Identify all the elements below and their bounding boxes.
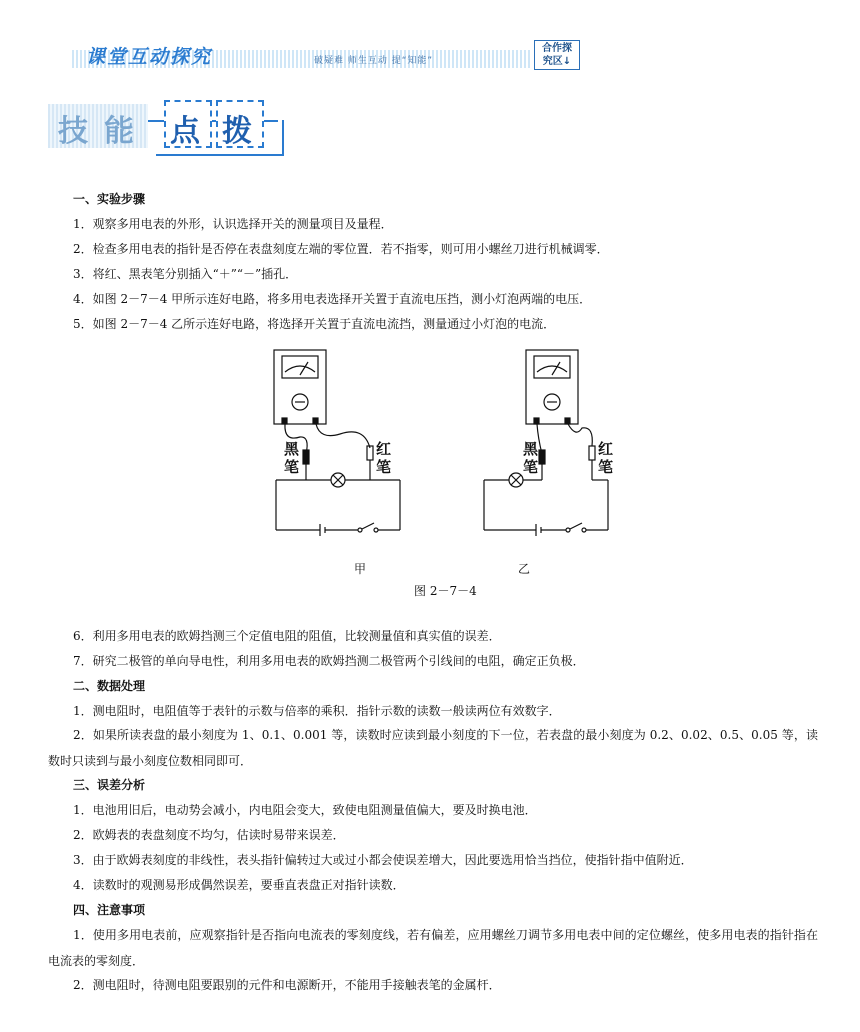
heading-data: 二、数据处理 bbox=[73, 679, 146, 693]
svg-text:笔: 笔 bbox=[523, 458, 539, 476]
step-5: 5．如图 2－7－4 乙所示连好电路，将选择开关置于直流电流挡，测量通过小灯泡的电流． bbox=[73, 317, 556, 331]
banner-char-1: 技 bbox=[58, 114, 88, 149]
switch-right bbox=[570, 523, 582, 529]
switch-left bbox=[362, 523, 374, 529]
section-banner bbox=[48, 98, 288, 158]
banner-char-3: 点 bbox=[170, 114, 200, 149]
svg-text:笔: 笔 bbox=[284, 458, 300, 476]
figure-caption: 图 2－7－4 bbox=[414, 584, 477, 598]
circuit-figure bbox=[260, 342, 630, 578]
note-1: 1．使用多用电表前，应观察指针是否指向电流表的零刻度线，若有偏差，应用螺丝刀调节多用电表中间的定位螺丝，使多用电表的指针指在电流表的零刻度． bbox=[48, 928, 818, 968]
badge-line-1: 合作探 bbox=[542, 43, 572, 54]
heading-errors: 三、误差分析 bbox=[73, 778, 146, 792]
heading-steps: 一、实验步骤 bbox=[73, 192, 146, 206]
step-4: 4．如图 2－7－4 甲所示连好电路，将多用电表选择开关置于直流电压挡，测小灯泡两端的电压． bbox=[73, 292, 592, 306]
figure-label-right: 乙 bbox=[518, 562, 531, 576]
circuit-diagrams bbox=[260, 342, 630, 578]
note-2: 2．测电阻时，待测电阻要跟别的元件和电源断开，不能用手接触表笔的金属杆． bbox=[73, 978, 501, 992]
header-title: 课堂互动探究 bbox=[86, 46, 213, 68]
step-6: 6．利用多用电表的欧姆挡测三个定值电阻的阻值，比较测量值和真实值的误差． bbox=[73, 629, 501, 643]
step-7: 7．研究二极管的单向导电性，利用多用电表的欧姆挡测二极管两个引线间的电阻，确定正负极． bbox=[73, 654, 585, 668]
red-probe-left bbox=[367, 446, 373, 460]
error-4: 4．读数时的观测易形成偶然误差，要垂直表盘正对指针读数． bbox=[73, 878, 405, 892]
header-slogan: 破疑难 师生互动 提“知能” bbox=[314, 56, 434, 66]
red-probe-right bbox=[589, 446, 595, 460]
svg-text:笔: 笔 bbox=[598, 458, 614, 476]
banner-char-4: 拨 bbox=[222, 114, 252, 149]
badge-line-2: 究区↓ bbox=[542, 56, 572, 67]
black-probe-right bbox=[539, 450, 545, 464]
banner-rule-bottom bbox=[156, 154, 284, 156]
banner-char-2: 能 bbox=[104, 114, 134, 149]
figure-label-left: 甲 bbox=[354, 562, 367, 576]
cooperation-badge[interactable] bbox=[534, 40, 580, 70]
heading-notes: 四、注意事项 bbox=[73, 903, 146, 917]
banner-rule-side bbox=[282, 120, 284, 154]
step-2: 2．检查多用电表的指针是否停在表盘刻度左端的零位置．若不指零，则可用小螺丝刀进行机械调零． bbox=[73, 242, 609, 256]
black-probe-left bbox=[303, 450, 309, 464]
header-band bbox=[72, 40, 584, 70]
black-probe-label-left: 黑 bbox=[284, 440, 300, 458]
data-2: 2．如果所读表盘的最小刻度为 1、0.1、0.001 等，读数时应读到最小刻度的下一位，若表盘的最小刻度为 0.2、0.02、0.5、0.05 等，读数时只读到与最小刻度位数相同即可． bbox=[48, 728, 818, 768]
red-probe-label-right: 红 bbox=[598, 440, 614, 458]
data-1: 1．测电阻时，电阻值等于表针的示数与倍率的乘积．指针示数的读数一般读两位有效数字． bbox=[73, 704, 561, 718]
error-1: 1．电池用旧后，电动势会减小，内电阻会变大，致使电阻测量值偏大，要及时换电池． bbox=[73, 803, 537, 817]
step-1: 1．观察多用电表的外形，认识选择开关的测量项目及量程． bbox=[73, 217, 393, 231]
error-3: 3．由于欧姆表刻度的非线性，表头指针偏转过大或过小都会使误差增大，因此要选用恰当挡位，使指针指中值附近． bbox=[73, 853, 693, 867]
svg-text:笔: 笔 bbox=[376, 458, 392, 476]
red-probe-label-left: 红 bbox=[376, 440, 392, 458]
error-2: 2．欧姆表的表盘刻度不均匀，估读时易带来误差． bbox=[73, 828, 345, 842]
circuit-right bbox=[484, 350, 608, 536]
black-probe-label-right: 黑 bbox=[523, 440, 539, 458]
step-3: 3．将红、黑表笔分别插入“＋”“－”插孔． bbox=[73, 267, 298, 281]
